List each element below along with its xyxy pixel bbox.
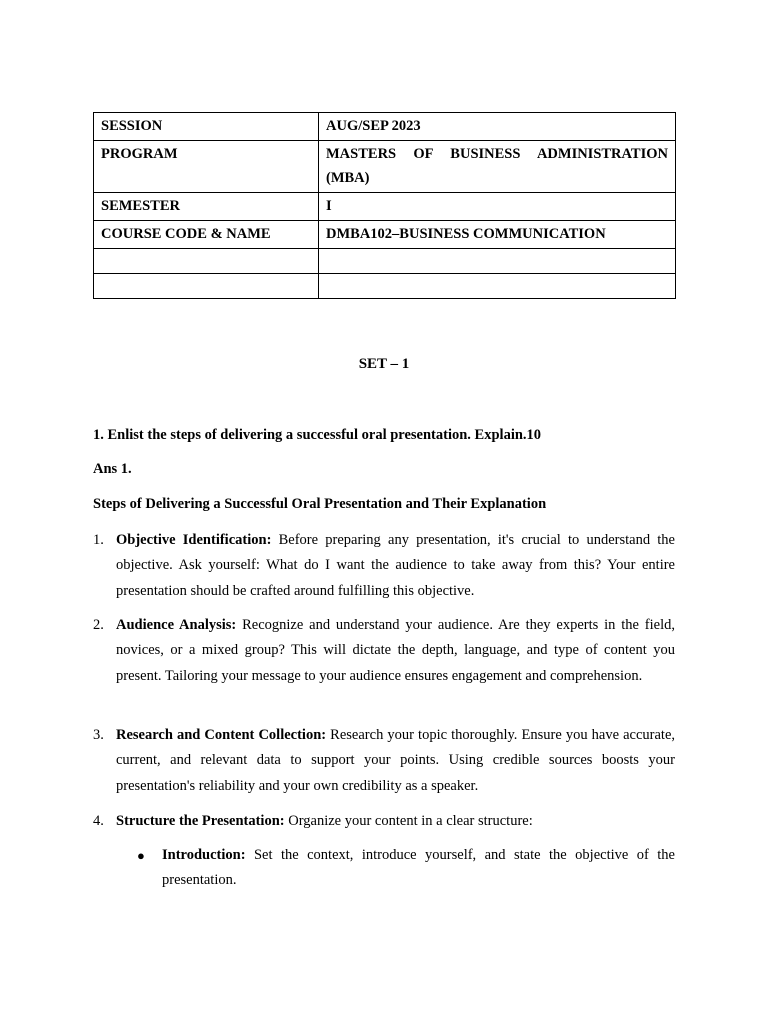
table-row (94, 221, 676, 249)
empty-cell (319, 249, 676, 274)
table-row (94, 113, 676, 141)
set-title: SET – 1 (358, 356, 410, 372)
step-title: Research and Content Collection: (116, 727, 327, 743)
sub-item-title: Introduction: (162, 847, 246, 863)
program-value: MASTERS OF BUSINESS ADMINISTRATION (MBA) (319, 141, 676, 193)
list-number: 4. (93, 813, 104, 829)
step-title: Structure the Presentation: (116, 813, 285, 829)
step-title: Audience Analysis: (116, 617, 237, 633)
session-value: AUG/SEP 2023 (319, 113, 676, 141)
step-title: Objective Identification: (116, 532, 272, 548)
table-row-empty (94, 274, 676, 299)
semester-value: I (319, 193, 676, 221)
course-info-table (93, 112, 676, 299)
list-number: 1. (93, 532, 104, 548)
list-item (93, 723, 675, 799)
empty-cell (94, 274, 319, 299)
sub-list-item (137, 843, 675, 894)
empty-cell (94, 249, 319, 274)
program-label: PROGRAM (94, 141, 319, 193)
question-text: 1. Enlist the steps of delivering a successful oral presentation. Explain.10 (93, 427, 542, 443)
list-item (93, 528, 675, 604)
answer-label: Ans 1. (93, 461, 132, 477)
step-text: Research your topic thoroughly. Ensure you have accurate, current, and relevant data to support your points. Using credible sources boosts your presentation's reliability and your own credibility as a speaker. (116, 727, 676, 794)
table-row (94, 193, 676, 221)
list-number: 2. (93, 617, 104, 633)
step-text: Recognize and understand your audience. Are they experts in the field, novices, or a mixed group? This will dictate the depth, language, and type of content you present. Tailoring your message to your audience ensures engagement and comprehension. (116, 617, 675, 684)
table-row (94, 141, 676, 193)
answer-heading: Steps of Delivering a Successful Oral Presentation and Their Explanation (93, 496, 547, 512)
bullet-icon: ● (137, 848, 145, 863)
list-item (93, 809, 675, 834)
table-row-empty (94, 249, 676, 274)
sub-item-text: Set the context, introduce yourself, and state the objective of the presentation. (162, 847, 675, 889)
step-text: Before preparing any presentation, it's crucial to understand the objective. Ask yourself: What do I want the audience to take away from this? Your entire presentation should be crafted around fulfilling this objective. (116, 532, 675, 599)
course-value: DMBA102–BUSINESS COMMUNICATION (319, 221, 676, 249)
step-text: Organize your content in a clear structure: (284, 813, 533, 829)
empty-cell (319, 274, 676, 299)
session-label: SESSION (94, 113, 319, 141)
list-item (93, 613, 675, 689)
course-label: COURSE CODE & NAME (94, 221, 319, 249)
list-number: 3. (93, 727, 104, 743)
semester-label: SEMESTER (94, 193, 319, 221)
